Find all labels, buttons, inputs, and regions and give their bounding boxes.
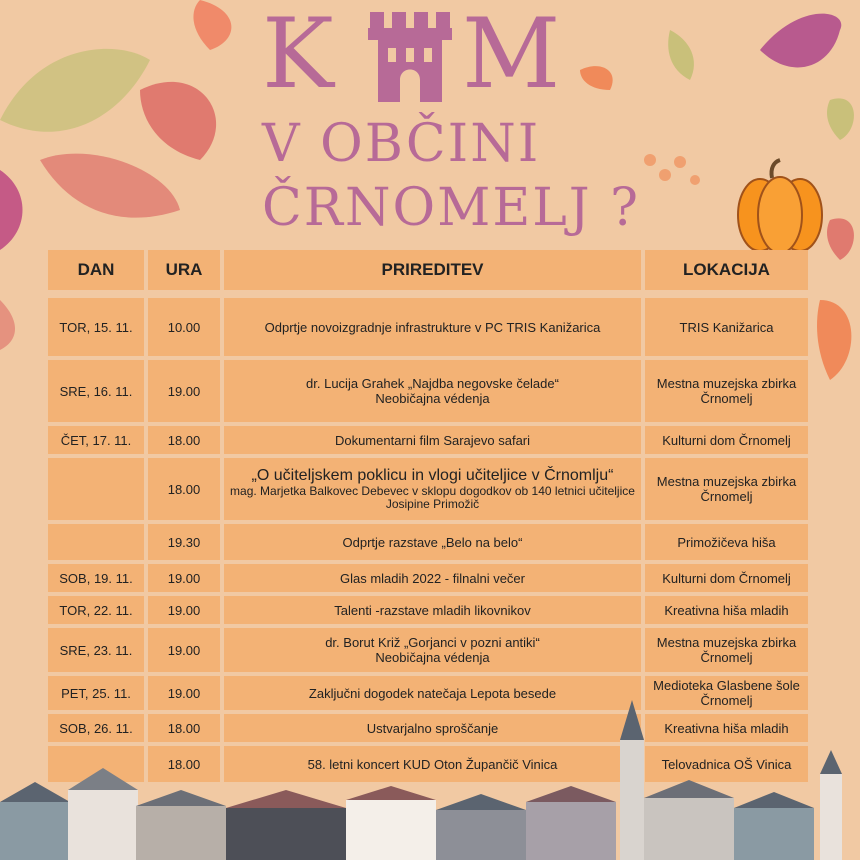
table-row bbox=[48, 360, 808, 422]
house-icon bbox=[346, 786, 436, 860]
cell-event: Dokumentarni film Sarajevo safari bbox=[224, 426, 641, 454]
table-row bbox=[48, 524, 808, 560]
cell-time: 10.00 bbox=[148, 298, 220, 356]
table-header-row bbox=[48, 250, 808, 290]
header-day: DAN bbox=[48, 250, 144, 290]
title-letter-k: K bbox=[262, 0, 336, 110]
leaf-icon bbox=[827, 98, 854, 140]
cell-day: PET, 25. 11. bbox=[48, 676, 144, 710]
cell-location: Kulturni dom Črnomelj bbox=[645, 564, 808, 592]
table-row bbox=[48, 426, 808, 454]
event-subtitle: Neobičajna védenja bbox=[375, 650, 490, 665]
leaf-icon bbox=[668, 30, 694, 80]
cell-day: ČET, 17. 11. bbox=[48, 426, 144, 454]
cell-event bbox=[224, 628, 641, 672]
leaf-icon bbox=[0, 300, 15, 350]
cell-event: Odprtje novoizgradnje infrastrukture v PC TRIS Kanižarica bbox=[224, 298, 641, 356]
cell-day: SRE, 16. 11. bbox=[48, 360, 144, 422]
cell-location: Kreativna hiša mladih bbox=[645, 596, 808, 624]
event-title: „O učiteljskem poklicu in vlogi učiteljice v Črnomlju“ bbox=[251, 467, 614, 484]
table-row bbox=[48, 458, 808, 520]
leaf-icon bbox=[0, 49, 150, 132]
cell-event: Zaključni dogodek natečaja Lepota besede bbox=[224, 676, 641, 710]
pumpkin-icon bbox=[738, 160, 822, 253]
cell-event bbox=[224, 360, 641, 422]
cell-time: 18.00 bbox=[148, 458, 220, 520]
cell-event: Glas mladih 2022 - filnalni večer bbox=[224, 564, 641, 592]
event-title: dr. Borut Križ „Gorjanci v pozni antiki“ bbox=[325, 635, 540, 650]
cell-day: TOR, 15. 11. bbox=[48, 298, 144, 356]
table-row bbox=[48, 596, 808, 624]
event-subtitle: mag. Marjetka Balkovec Debevec v sklopu dogodkov ob 140 letnici učiteljice Josipine Primožič bbox=[230, 484, 635, 511]
church-tower-icon bbox=[820, 750, 842, 860]
town-skyline-illustration bbox=[0, 690, 860, 860]
title-line-v-obcini: V OBČINI bbox=[262, 114, 541, 174]
event-subtitle: Neobičajna védenja bbox=[375, 391, 490, 406]
house-icon bbox=[136, 790, 226, 860]
title-letter-m: M bbox=[462, 0, 563, 110]
table-row bbox=[48, 298, 808, 356]
leaf-icon bbox=[580, 66, 613, 90]
leaf-icon bbox=[193, 0, 231, 50]
cell-time: 18.00 bbox=[148, 746, 220, 782]
cell-location: Mestna muzejska zbirka Črnomelj bbox=[645, 628, 808, 672]
cell-day bbox=[48, 524, 144, 560]
cell-time: 18.00 bbox=[148, 426, 220, 454]
house-icon bbox=[526, 786, 616, 860]
cell-event: Odprtje razstave „Belo na belo“ bbox=[224, 524, 641, 560]
house-icon bbox=[226, 790, 346, 860]
house-icon bbox=[0, 782, 70, 860]
cell-time: 19.00 bbox=[148, 596, 220, 624]
house-icon bbox=[68, 768, 138, 860]
cell-location: Telovadnica OŠ Vinica bbox=[645, 746, 808, 782]
cell-location: Mestna muzejska zbirka Črnomelj bbox=[645, 458, 808, 520]
church-tower-icon bbox=[620, 700, 644, 860]
cell-time: 19.00 bbox=[148, 676, 220, 710]
cell-location: Kreativna hiša mladih bbox=[645, 714, 808, 742]
cell-location: TRIS Kanižarica bbox=[645, 298, 808, 356]
event-title: dr. Lucija Grahek „Najdba negovske čelade“ bbox=[306, 376, 559, 391]
table-row bbox=[48, 564, 808, 592]
cell-day: SOB, 26. 11. bbox=[48, 714, 144, 742]
house-icon bbox=[644, 780, 734, 860]
cell-day: TOR, 22. 11. bbox=[48, 596, 144, 624]
cell-location: Mestna muzejska zbirka Črnomelj bbox=[645, 360, 808, 422]
leaf-icon bbox=[827, 218, 854, 260]
house-icon bbox=[734, 792, 814, 860]
title-line-crnomelj: ČRNOMELJ ? bbox=[262, 178, 641, 238]
cell-time: 19.30 bbox=[148, 524, 220, 560]
cell-location: Medioteka Glasbene šole Črnomelj bbox=[645, 676, 808, 710]
cell-time: 19.00 bbox=[148, 564, 220, 592]
cell-day bbox=[48, 458, 144, 520]
cell-time: 19.00 bbox=[148, 360, 220, 422]
leaf-icon bbox=[140, 82, 216, 160]
cell-event: 58. letni koncert KUD Oton Župančič Vinica bbox=[224, 746, 641, 782]
house-icon bbox=[436, 794, 526, 860]
cell-day: SRE, 23. 11. bbox=[48, 628, 144, 672]
header-event: PRIREDITEV bbox=[224, 250, 641, 290]
header-location: LOKACIJA bbox=[645, 250, 808, 290]
leaf-icon bbox=[0, 170, 23, 250]
cell-location: Kulturni dom Črnomelj bbox=[645, 426, 808, 454]
cell-time: 19.00 bbox=[148, 628, 220, 672]
table-row bbox=[48, 628, 808, 672]
leaf-icon bbox=[760, 14, 841, 68]
cell-time: 18.00 bbox=[148, 714, 220, 742]
berries-icon bbox=[644, 154, 700, 185]
header-time: URA bbox=[148, 250, 220, 290]
leaf-icon bbox=[40, 154, 180, 218]
leaf-icon bbox=[817, 300, 851, 380]
cell-event bbox=[224, 458, 641, 520]
cell-event: Talenti -razstave mladih likovnikov bbox=[224, 596, 641, 624]
cell-location: Primožičeva hiša bbox=[645, 524, 808, 560]
castle-tower-icon bbox=[368, 12, 452, 102]
cell-event: Ustvarjalno sproščanje bbox=[224, 714, 641, 742]
cell-day: SOB, 19. 11. bbox=[48, 564, 144, 592]
